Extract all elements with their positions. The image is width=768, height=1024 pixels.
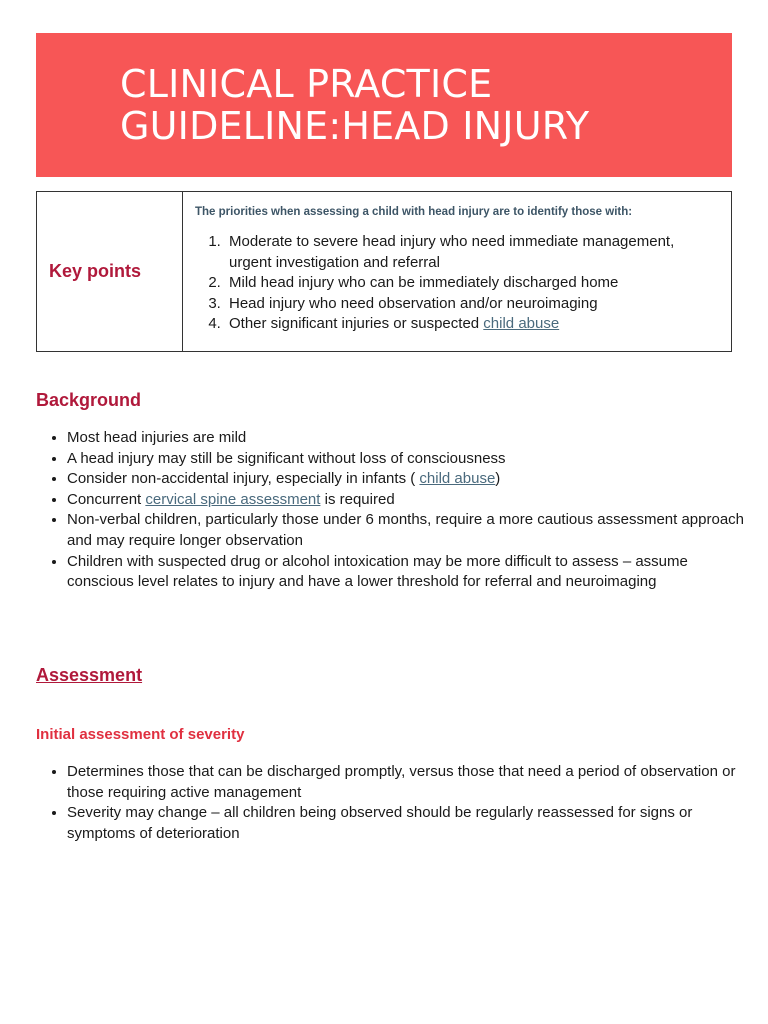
assessment-text-1: Determines those that can be discharged promptly, versus those that need a period of observation or those requiring active management	[67, 763, 736, 801]
list-item	[225, 294, 719, 315]
background-text-2: A head injury may still be significant without loss of consciousness	[67, 449, 506, 467]
key-points-label: Key points	[49, 261, 142, 281]
background-text-1: Most head injuries are mild	[67, 429, 247, 446]
key-point-text-2: Mild head injury who can be immediately discharged home	[229, 274, 619, 291]
page-title-line1: CLINICAL PRACTICE	[120, 62, 493, 106]
background-text-3-suffix: )	[495, 470, 501, 488]
list-item	[67, 803, 747, 844]
key-points-label-cell	[37, 192, 183, 351]
list-item	[67, 510, 747, 551]
list-item	[67, 449, 747, 470]
list-item	[67, 762, 747, 803]
list-item	[67, 490, 747, 511]
cervical-spine-assessment-link[interactable]: cervical spine assessment	[145, 490, 321, 508]
child-abuse-link[interactable]: child abuse	[483, 315, 560, 332]
background-text-4-suffix: is required	[320, 490, 395, 508]
background-text-6: Children with suspected drug or alcohol intoxication may be more difficult to assess – assume conscious level relates to injury and have a lower threshold for referral and neuroimaging	[67, 552, 688, 591]
page-title-line2: GUIDELINE:HEAD INJURY	[120, 104, 590, 148]
initial-assessment-list	[36, 762, 747, 844]
child-abuse-link[interactable]: child abuse	[419, 470, 496, 488]
key-point-text-1: Moderate to severe head injury who need immediate management, urgent investigation and referral	[229, 233, 675, 271]
background-heading: Background	[36, 390, 142, 410]
key-point-text-4: Other significant injuries or suspected	[229, 315, 484, 332]
background-text-5: Non-verbal children, particularly those under 6 months, require a more cautious assessment approach and may require longer observation	[67, 511, 745, 549]
assessment-heading: Assessment	[36, 665, 143, 685]
list-item	[225, 314, 719, 335]
key-points-list	[195, 232, 719, 335]
title-banner	[36, 33, 732, 177]
list-item	[225, 232, 719, 273]
list-item	[225, 273, 719, 294]
key-points-table	[36, 191, 732, 352]
key-points-intro: The priorities when assessing a child with head injury are to identify those with:	[195, 206, 633, 218]
background-list	[36, 428, 747, 593]
list-item	[67, 428, 747, 449]
key-points-content-cell	[183, 192, 731, 351]
background-text-4: Concurrent	[67, 490, 146, 508]
page-title	[120, 63, 732, 147]
assessment-text-2: Severity may change – all children being observed should be regularly reassessed for signs or symptoms of deterioration	[67, 804, 693, 842]
list-item	[67, 469, 747, 490]
background-text-3: Consider non-accidental injury, especially in infants (	[67, 470, 420, 488]
list-item	[67, 552, 747, 593]
initial-assessment-subheading: Initial assessment of severity	[36, 726, 245, 743]
key-point-text-3: Head injury who need observation and/or neuroimaging	[229, 294, 598, 312]
